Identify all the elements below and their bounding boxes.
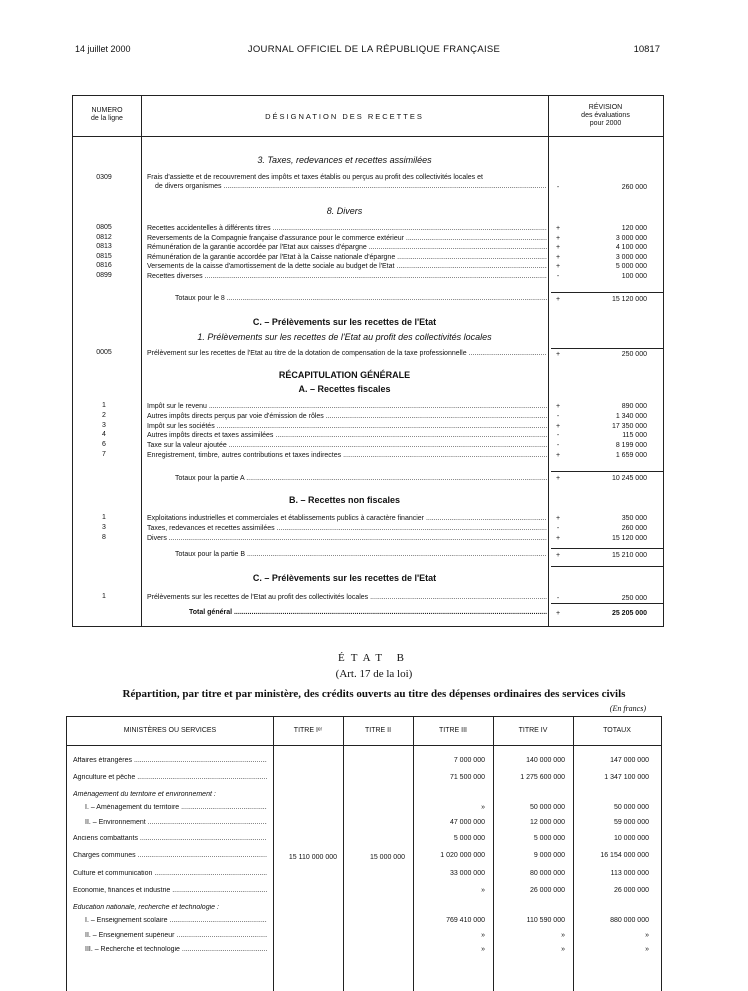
titre4-value: 1 275 600 000 [520,774,565,781]
titre3-value: » [481,946,485,953]
total-value: 16 154 000 000 [600,852,649,859]
line-amount: 100 000 [621,272,647,280]
titre4-value: 80 000 000 [529,870,565,877]
titre3-value: » [481,804,485,811]
titre4-value: 12 000 000 [529,819,565,826]
line-amount: 260 000 [621,184,647,191]
line-number: 0813 [96,243,112,250]
section-title: C. – Prélèvements sur les recettes de l'Etat [252,573,437,583]
total-rule [551,471,663,472]
titre3-value: 1 020 000 000 [440,852,485,859]
line-sign: + [555,234,561,242]
header-titre2: TITRE II [364,727,392,734]
total-value: 26 000 000 [613,887,649,894]
credits-table [66,716,662,991]
section-title: 8. Divers [326,206,363,216]
total-value: 50 000 000 [613,804,649,811]
grand-total-label: Total général ..... [189,608,547,617]
column-divider [548,96,549,626]
line-sign: - [556,184,560,191]
titre3-value: » [481,887,485,894]
line-label: Impôt sur le revenu ..... [147,402,547,411]
header-divider [67,745,661,746]
line-label: Prélèvements sur les recettes de l'Etat au profit des collectivités locales ..... [147,593,547,602]
line-amount: 15 120 000 [611,535,647,542]
ministry-label: Agriculture et pêche ..... [73,774,267,781]
titre3-value: 7 000 000 [453,757,485,764]
ministry-label: Charges communes ..... [73,852,267,859]
line-sign: + [555,452,561,459]
line-number: 8 [102,534,106,541]
line-amount: 3 000 000 [615,253,647,261]
line-sign: + [555,244,561,251]
header-revision: RÉVISION des évaluations pour 2000 [581,104,630,127]
line-amount: 8 199 000 [615,442,647,450]
etat-article: (Art. 17 de la loi) [335,668,413,680]
line-sign: + [555,403,561,410]
line-label: Rémunération de la garantie accordée par l'Etat aux caisses d'épargne ..... [147,243,547,252]
ministry-label: Economie, finances et industrie ..... [73,887,267,894]
total-amount: 10 245 000 [611,475,647,482]
line-amount: 120 000 [621,225,647,232]
line-number: 6 [102,441,106,449]
line-amount: 250 000 [621,351,647,358]
line-sign: - [556,595,560,602]
line-number: 3 [102,524,106,531]
line-number: 1 [102,593,106,600]
header-titre3: TITRE III [439,727,467,734]
recettes-table [72,95,664,627]
total-value: 10 000 000 [613,835,649,842]
header-numero: NUMERO de la ligne [91,107,123,122]
line-label: Frais d'assiette et de recouvrement des impôts et taxes établis ou perçus au profit des collectivités locales et [147,174,483,181]
titre4-value: 5 000 000 [533,835,565,842]
line-sign: - [556,412,560,420]
journal-title: JOURNAL OFFICIEL DE LA RÉPUBLIQUE FRANÇAISE [247,44,501,55]
ministry-label: Aménagement du territoire et environnement : [73,791,216,798]
header-titre1: TITRE Iᵉʳ [293,727,323,734]
line-number: 2 [102,411,106,419]
total-amount: 15 120 000 [611,296,647,303]
ministry-label: Anciens combattants ..... [73,835,267,842]
titre3-value: 47 000 000 [449,819,485,826]
header-divider [73,136,663,137]
titre3-value: 33 000 000 [449,870,485,877]
line-label: Autres impôts directs perçus par voie d'émission de rôles ..... [147,412,547,421]
section-subtitle: 1. Prélèvements sur les recettes de l'Etat au profit des collectivités locales [197,332,492,342]
line-label: Recettes diverses ..... [147,272,547,281]
total-sign: + [555,296,561,303]
total-value: 1 347 100 000 [604,774,649,781]
titre4-value: 26 000 000 [529,887,565,894]
header-totaux: TOTAUX [603,727,631,734]
line-amount: 350 000 [621,515,647,522]
line-label: Exploitations industrielles et commerciales et établissements publics à caractère financier ..... [147,514,547,523]
line-amount: 1 659 000 [615,452,647,459]
total-value: 113 000 000 [610,870,649,877]
line-sign: + [555,535,561,542]
ministry-label: Culture et communication ..... [73,870,267,877]
total-rule [551,603,663,604]
header-designation: DÉSIGNATION DES RECETTES [265,112,424,121]
line-sign: + [555,351,561,358]
line-number: 0816 [96,262,112,269]
line-label: Versements de la caisse d'amortissement de la dette sociale au budget de l'Etat ..... [147,262,547,271]
total-sign: + [555,552,561,559]
line-label: Reversements de la Compagnie française d'assurance pour le commerce extérieur ..... [147,234,547,243]
line-sign: - [556,525,560,532]
line-amount: 17 350 000 [611,422,647,430]
total-rule [551,566,663,567]
line-number: 1 [102,402,106,409]
column-divider [141,96,142,626]
line-sign: + [555,253,561,261]
ministry-label: III. – Recherche et technologie ..... [85,946,267,953]
line-number: 7 [102,451,106,458]
titre3-value: » [481,932,485,939]
line-amount: 4 100 000 [615,244,647,251]
ministry-label: II. – Enseignement supérieur ..... [85,932,267,939]
line-label: Impôt sur les sociétés ..... [147,422,547,431]
line-label: Rémunération de la garantie accordée par l'Etat à la Caisse nationale d'épargne ..... [147,253,547,262]
line-label: Enregistrement, timbre, autres contributions et taxes indirectes ..... [147,451,547,460]
line-number: 0812 [96,233,112,241]
recap-title: RÉCAPITULATION GÉNÉRALE [278,370,411,380]
line-label: de divers organismes ..... [155,182,547,191]
unit-note: (En francs) [609,704,646,713]
ministry-label: Education nationale, recherche et technologie : [73,904,219,911]
line-number: 0309 [96,174,112,181]
line-label: Taxes, redevances et recettes assimilées ..... [147,524,547,533]
titre4-value: 9 000 000 [533,852,565,859]
section-title: A. – Recettes fiscales [298,384,391,394]
total-label: Totaux pour la partie B ..... [175,550,547,559]
ministry-label: Affaires étrangères ..... [73,757,267,764]
line-amount: 115 000 [622,432,647,440]
etat-title: ÉTAT B [338,652,410,664]
total-label: Totaux pour le 8 ..... [175,294,547,303]
section-title: 3. Taxes, redevances et recettes assimilées [257,155,432,165]
line-number: 0005 [96,349,112,356]
titre1-merged: 15 110 000 000 [288,854,337,861]
ministry-label: I. – Aménagement du territoire ..... [85,804,267,811]
line-sign: + [555,515,561,522]
total-amount: 15 210 000 [611,552,647,559]
titre3-value: 5 000 000 [453,835,485,842]
etat-subtitle: Répartition, par titre et par ministère, des crédits ouverts au titre des dépenses ordinaires des services civils [122,688,626,700]
line-label: Taxe sur la valeur ajoutée ..... [147,441,547,450]
grand-total-amount: 25 205 000 [611,610,647,617]
line-label: Autres impôts directs et taxes assimilées ..... [147,431,547,440]
grand-total-sign: + [555,610,561,617]
line-amount: 1 340 000 [615,412,647,420]
line-number: 4 [102,431,106,439]
line-sign: + [555,263,561,270]
section-title: B. – Recettes non fiscales [288,495,401,505]
line-amount: 5 000 000 [615,263,647,270]
line-amount: 260 000 [621,525,647,532]
total-value: » [645,946,649,953]
page-number: 10817 [633,44,660,55]
line-sign: - [556,272,560,280]
titre4-value: 110 590 000 [526,917,565,924]
titre3-value: 71 500 000 [449,774,485,781]
line-sign: + [555,422,561,430]
titre4-value: 50 000 000 [529,804,565,811]
line-label: Prélèvement sur les recettes de l'Etat au titre de la dotation de compensation de la taxe professionnelle ..... [147,349,547,358]
titre4-value: » [561,946,565,953]
line-number: 1 [102,514,106,521]
total-sign: + [555,475,561,482]
titre3-value: 769 410 000 [446,917,485,924]
total-rule [551,548,663,549]
total-value: 880 000 000 [610,917,649,924]
line-number: 0805 [96,224,112,231]
line-number: 0815 [96,252,112,260]
titre4-value: 140 000 000 [526,757,565,764]
section-title: C. – Prélèvements sur les recettes de l'Etat [252,317,437,327]
line-amount: 250 000 [621,595,647,602]
line-sign: - [556,442,560,450]
total-value: 59 000 000 [613,819,649,826]
ministry-label: II. – Environnement ..... [85,819,267,826]
line-label: Divers ..... [147,534,547,543]
line-number: 3 [102,421,106,429]
line-amount: 3 000 000 [615,234,647,242]
total-label: Totaux pour la partie A ..... [175,474,547,483]
header-titre4: TITRE IV [518,727,548,734]
line-number: 0899 [96,271,112,279]
total-rule [551,348,663,349]
total-value: 147 000 000 [610,757,649,764]
ministry-label: I. – Enseignement scolaire ..... [85,917,267,924]
line-label: Recettes accidentelles à différents titres ..... [147,224,547,233]
titre2-merged: 15 000 000 [369,854,405,861]
total-rule [551,292,663,293]
line-sign: + [555,225,561,232]
total-value: » [645,932,649,939]
titre4-value: » [561,932,565,939]
line-sign: - [556,432,560,440]
header-ministeres: MINISTÈRES OU SERVICES [123,727,217,734]
line-amount: 890 000 [621,403,647,410]
header-date: 14 juillet 2000 [75,44,131,54]
